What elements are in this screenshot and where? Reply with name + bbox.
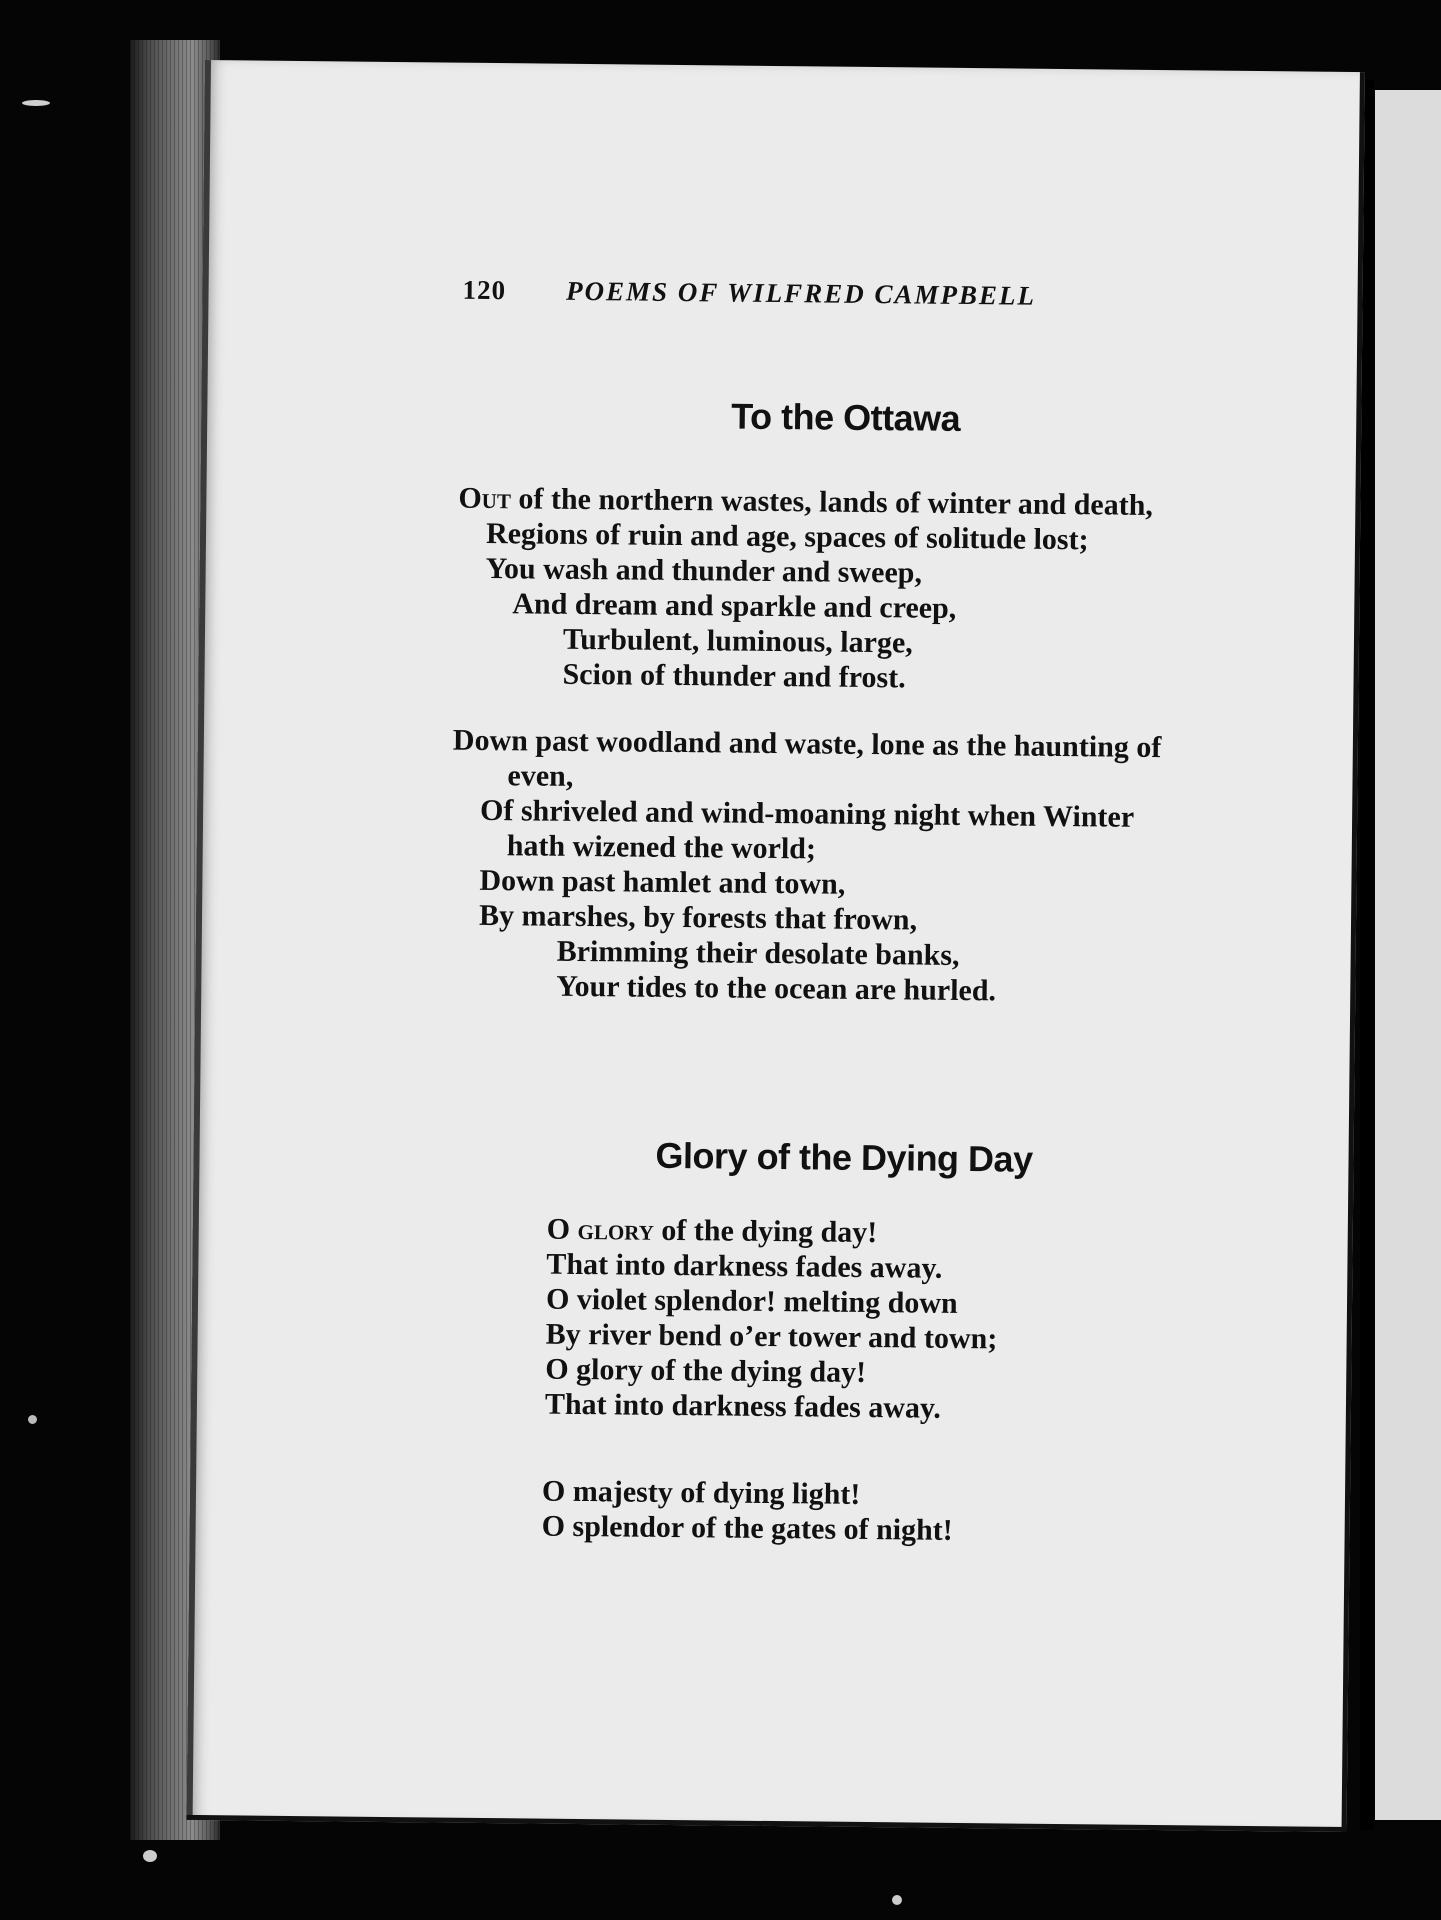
line-text: Of shriveled and wind-moaning night when Winter bbox=[479, 793, 1135, 834]
line-text: You wash and thunder and sweep, bbox=[485, 551, 923, 590]
line-text: of the dying day! bbox=[653, 1213, 878, 1250]
line-text: Down past woodland and waste, lone as the haunting of bbox=[452, 723, 1162, 765]
poem-line bbox=[542, 1474, 953, 1513]
page-content bbox=[187, 60, 1365, 1832]
poem-title: To the Ottawa bbox=[731, 395, 961, 439]
line-lead-smallcaps: Out bbox=[458, 481, 512, 516]
stanza bbox=[541, 1474, 953, 1548]
poem-line bbox=[547, 1212, 999, 1252]
facing-page-edge bbox=[1375, 90, 1441, 1820]
line-text: Scion of thunder and frost. bbox=[562, 657, 906, 695]
line-text: Your tides to the ocean are hurled. bbox=[556, 969, 997, 1008]
book-page bbox=[187, 60, 1365, 1832]
line-text: Regions of ruin and age, spaces of solitude lost; bbox=[485, 516, 1089, 557]
line-text: O glory of the dying day! bbox=[545, 1352, 867, 1389]
line-text: Turbulent, luminous, large, bbox=[562, 622, 913, 660]
stanza bbox=[456, 481, 1153, 698]
scan-artifact bbox=[28, 1415, 37, 1424]
poem-line bbox=[457, 586, 1152, 628]
poem-line bbox=[450, 968, 1159, 1010]
page-number: 120 bbox=[462, 274, 507, 306]
line-text: O violet splendor! melting down bbox=[545, 1282, 958, 1320]
poem-line bbox=[545, 1387, 997, 1427]
poem-line bbox=[546, 1247, 998, 1287]
book-title: POEMS OF WILFRED CAMPBELL bbox=[565, 275, 1037, 311]
poem-line bbox=[456, 656, 1151, 698]
running-head bbox=[462, 275, 1182, 315]
line-text: That into darkness fades away. bbox=[544, 1387, 942, 1425]
line-text: hath wizened the world; bbox=[506, 829, 817, 866]
line-text: O splendor of the gates of night! bbox=[541, 1509, 953, 1547]
poem-line bbox=[545, 1317, 997, 1357]
poem-line bbox=[546, 1282, 998, 1322]
line-text: And dream and sparkle and creep, bbox=[512, 587, 957, 625]
poem-title: Glory of the Dying Day bbox=[655, 1134, 1033, 1180]
stanza bbox=[450, 723, 1161, 1010]
scan-artifact bbox=[143, 1850, 157, 1862]
stanza bbox=[545, 1212, 999, 1427]
line-text: Down past hamlet and town, bbox=[479, 863, 846, 901]
line-text: O majesty of dying light! bbox=[541, 1474, 861, 1511]
scan-artifact bbox=[892, 1895, 902, 1905]
poem-line bbox=[541, 1509, 952, 1548]
line-text: even, bbox=[507, 759, 574, 793]
line-text: By river bend o’er tower and town; bbox=[545, 1317, 998, 1356]
line-text: Brimming their desolate banks, bbox=[556, 934, 960, 972]
scan-artifact bbox=[22, 100, 50, 106]
line-text: By marshes, by forests that frown, bbox=[478, 898, 918, 937]
poem-line bbox=[545, 1352, 997, 1392]
line-lead-smallcaps: O glory bbox=[546, 1212, 655, 1247]
line-text: That into darkness fades away. bbox=[546, 1247, 943, 1285]
line-text: of the northern wastes, lands of winter and death, bbox=[510, 482, 1154, 522]
